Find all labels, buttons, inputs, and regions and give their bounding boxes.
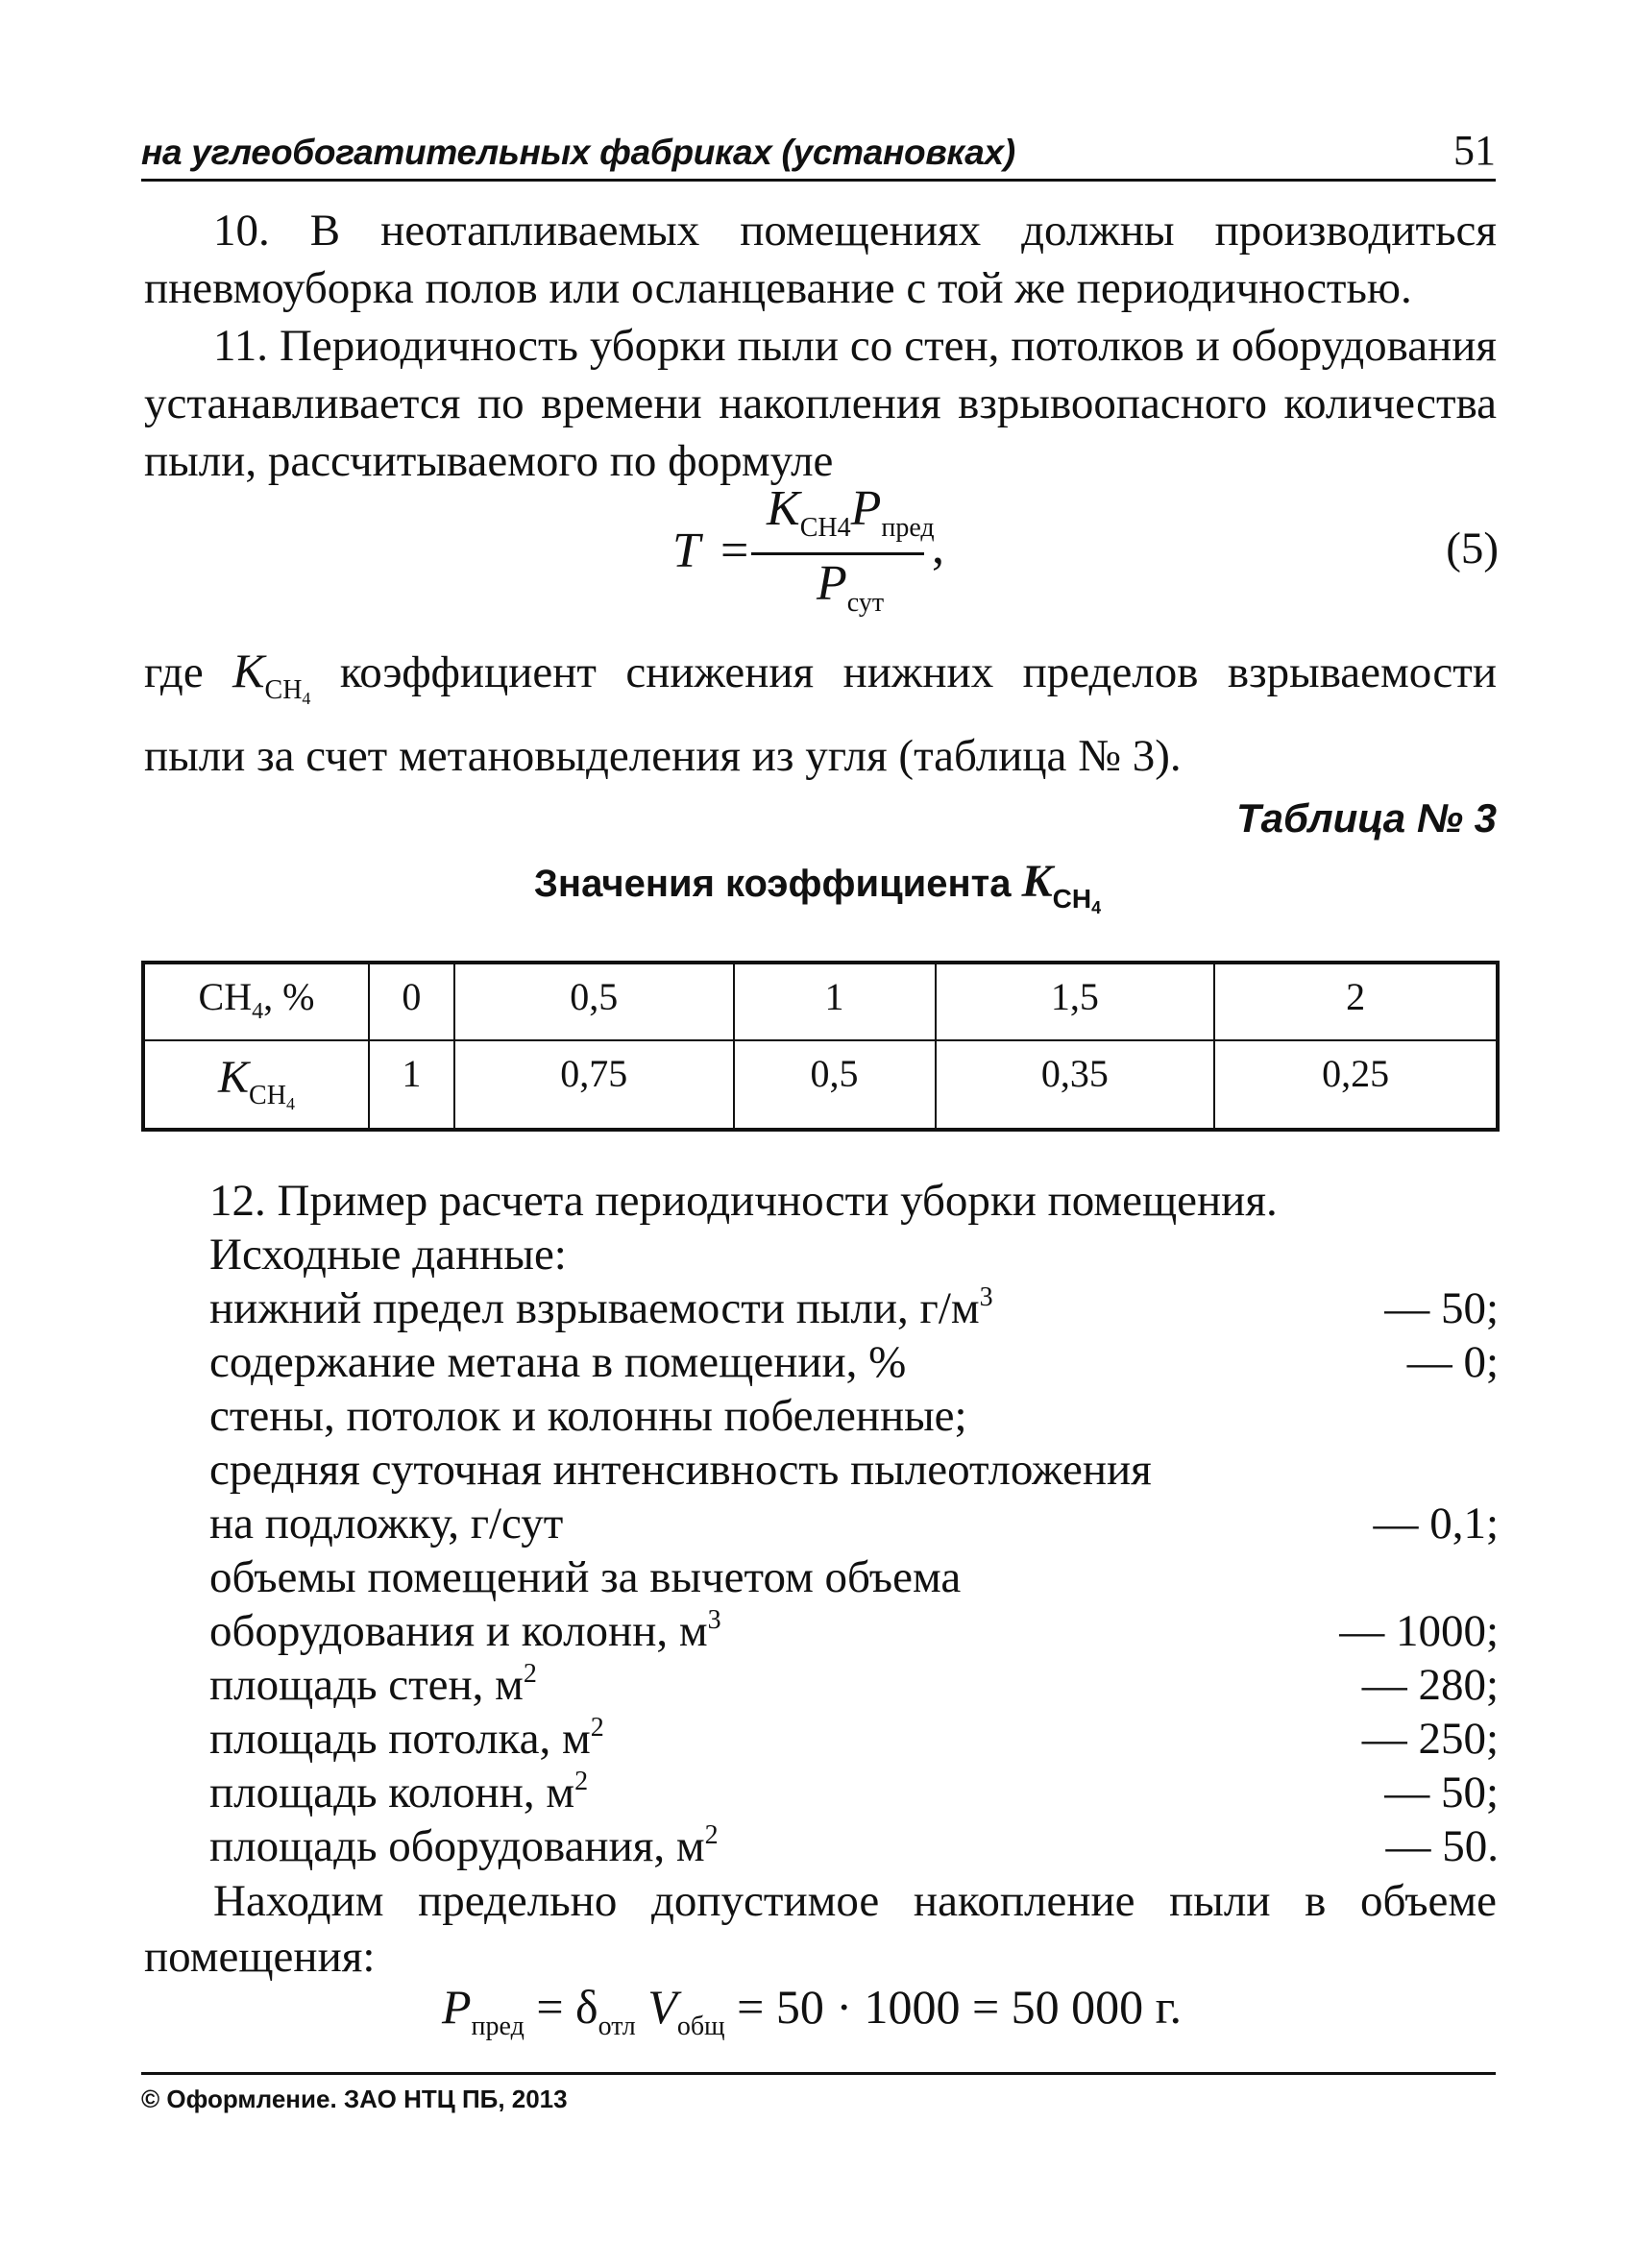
table-cell: 1 xyxy=(734,963,936,1040)
formula-denominator: $P_{сут}$ xyxy=(817,556,885,618)
formula-equals: = xyxy=(720,524,749,578)
table-row-k xyxy=(143,1040,1498,1130)
formula-lhs: T xyxy=(672,524,700,578)
paragraph-11: 11. Периодичность уборки пыли со стен, потолков и оборудования устанавливается по времени накопления взрывоопасного количества пыли, рассчитываемого по формуле xyxy=(144,321,1497,486)
list-item: на подложку, г/сут — 0,1; xyxy=(209,1499,1499,1549)
list-item: нижний предел взрываемости пыли, $г/м^3$ — 50; xyxy=(209,1282,1499,1333)
formula-numerator: $K_{CH4}P_{пред}$ xyxy=(767,481,935,543)
table-header-k: $K_{CH_4}$ xyxy=(143,1040,369,1130)
paragraph-10: 10. В неотапливаемых помещениях должны производиться пневмоуборка полов или осланцевание с той же периодичностью. xyxy=(144,206,1497,313)
list-item: средняя суточная интенсивность пылеотложения xyxy=(209,1445,1152,1495)
coefficient-table xyxy=(141,961,1500,1132)
paragraph-conclusion: Находим предельно допустимое накопление пыли в объеме помещения: xyxy=(144,1876,1497,1982)
formula-5 xyxy=(672,480,1499,624)
table-cell: 0,35 xyxy=(936,1040,1215,1130)
list-item: площадь потолка, $м^2$ — 250; xyxy=(209,1713,1499,1764)
table-cell: 0 xyxy=(369,963,454,1040)
running-title: на углеобогатительных фабриках (установках) xyxy=(141,133,1015,172)
copyright: © Оформление. ЗАО НТЦ ПБ, 2013 xyxy=(141,2085,568,2113)
table-cell: 2 xyxy=(1214,963,1498,1040)
table-cell: 0,5 xyxy=(734,1040,936,1130)
formula-comma: , xyxy=(932,520,944,574)
list-item: стены, потолок и колонны побеленные; xyxy=(209,1391,967,1441)
page-number: 51 xyxy=(1453,127,1496,174)
equation-number: (5) xyxy=(1446,524,1499,573)
page-footer xyxy=(141,2072,1496,2113)
table-cell: 1 xyxy=(369,1040,454,1130)
table-row-ch4 xyxy=(143,963,1498,1040)
list-item: площадь стен, $м^2$ — 280; xyxy=(209,1659,1499,1710)
final-formula: $P_{пред} = \delta_{отл}$ $V_{общ} = 50 \cdot 1000 = 50$ 000 г. xyxy=(442,1980,1183,2041)
list-item: площадь оборудования, $м^2$ — 50. xyxy=(209,1820,1499,1871)
table-cell: 1,5 xyxy=(936,963,1215,1040)
table-label: Таблица № 3 xyxy=(1235,795,1497,841)
initial-data-heading: Исходные данные: xyxy=(209,1230,567,1280)
table-title: Значения коэффициента $K_{CH_4}$ xyxy=(533,856,1102,917)
table-header-ch4: $CH_4$, % xyxy=(143,963,369,1040)
paragraph-where: где $K_{CH_4}$ коэффициент снижения нижних пределов взрываемости пыли за счет метановыделения из угля (таблица № 3). xyxy=(144,644,1497,781)
list-item: оборудования и колонн, $м^3$ — 1000; xyxy=(209,1605,1499,1656)
running-header xyxy=(141,123,1496,182)
table-cell: 0,25 xyxy=(1214,1040,1498,1130)
list-item: содержание метана в помещении, % — 0; xyxy=(209,1337,1499,1387)
list-item: площадь колонн, $м^2$ — 50; xyxy=(209,1767,1499,1817)
table-cell: 0,5 xyxy=(454,963,734,1040)
table-cell: 0,75 xyxy=(454,1040,734,1130)
list-item: объемы помещений за вычетом объема xyxy=(209,1552,962,1602)
paragraph-12: 12. Пример расчета периодичности уборки помещения. xyxy=(209,1176,1278,1226)
